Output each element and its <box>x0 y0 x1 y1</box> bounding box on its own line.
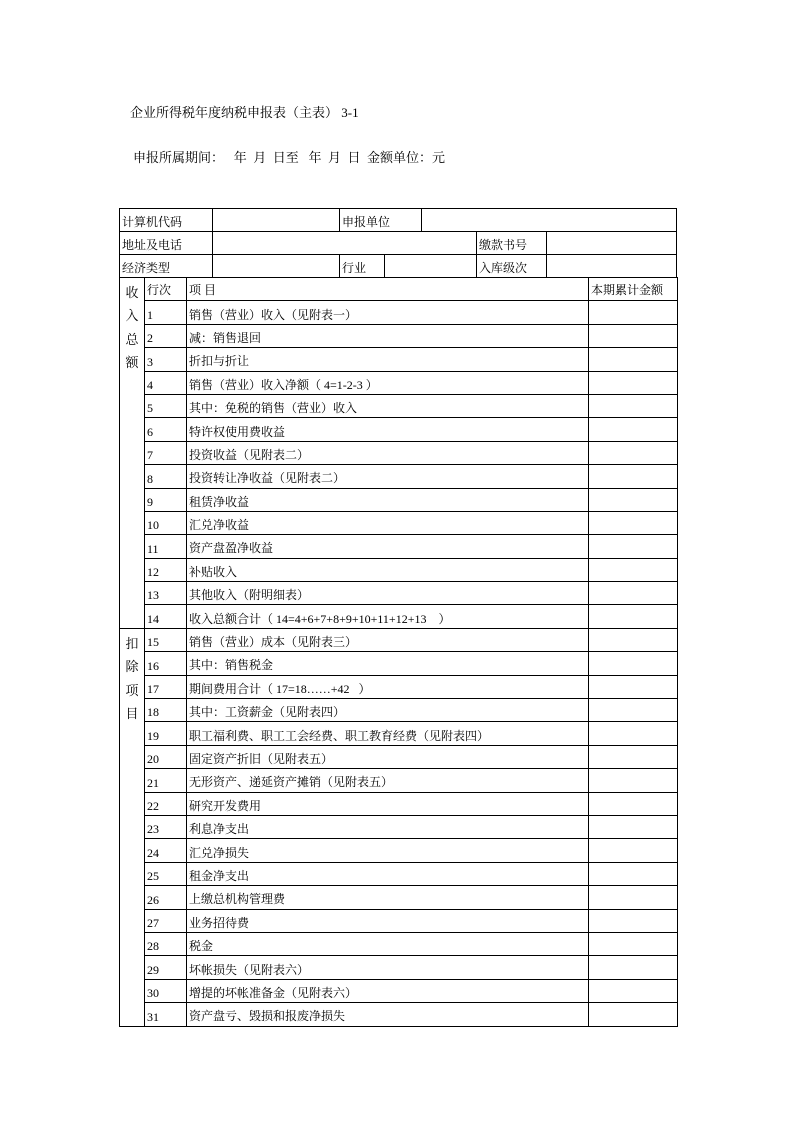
row-amount <box>589 371 678 394</box>
computer-code-label: 计算机代码 <box>120 209 213 232</box>
row-amount <box>589 1003 678 1026</box>
reporting-period-line: 申报所属期间： 年 月 日至 年 月 日 金额单位：元 <box>133 150 446 165</box>
row-item: 投资收益（见附表二） <box>187 441 589 464</box>
header-row <box>120 278 678 301</box>
row-item: 汇兑净收益 <box>187 511 589 534</box>
table-row <box>120 371 678 394</box>
table-row <box>120 699 678 722</box>
table-row <box>120 862 678 885</box>
row-amount <box>589 932 678 955</box>
row-number: 5 <box>145 394 187 417</box>
table-row <box>120 909 678 932</box>
row-amount <box>589 862 678 885</box>
row-item: 特许权使用费收益 <box>187 418 589 441</box>
row-number: 9 <box>145 488 187 511</box>
row-amount <box>589 394 678 417</box>
row-amount <box>589 628 678 651</box>
main-table-body <box>120 278 678 1027</box>
row-item: 上缴总机构管理费 <box>187 886 589 909</box>
row-number: 27 <box>145 909 187 932</box>
row-item: 销售（营业）成本（见附表三） <box>187 628 589 651</box>
table-row <box>120 932 678 955</box>
row-item: 销售（营业）收入（见附表一） <box>187 301 589 324</box>
row-item: 其他收入（附明细表） <box>187 582 589 605</box>
row-item: 租金净支出 <box>187 862 589 885</box>
row-amount <box>589 511 678 534</box>
row-number: 29 <box>145 956 187 979</box>
table-row <box>120 652 678 675</box>
row-item: 研究开发费用 <box>187 792 589 815</box>
table-row <box>120 979 678 1002</box>
industry-field <box>385 255 477 278</box>
row-number: 21 <box>145 769 187 792</box>
info-table <box>119 208 677 278</box>
row-number: 24 <box>145 839 187 862</box>
table-row <box>120 441 678 464</box>
row-number: 17 <box>145 675 187 698</box>
row-number: 15 <box>145 628 187 651</box>
row-number: 23 <box>145 815 187 838</box>
row-number: 6 <box>145 418 187 441</box>
row-item: 租赁净收益 <box>187 488 589 511</box>
payment-book-field <box>547 232 677 255</box>
row-item: 收入总额合计（ 14=4+6+7+8+9+10+11+12+13 ） <box>187 605 589 628</box>
row-number: 22 <box>145 792 187 815</box>
table-row <box>120 886 678 909</box>
section-label-text: 扣除项目 <box>125 635 139 722</box>
industry-label: 行业 <box>340 255 385 278</box>
treasury-level-field <box>547 255 677 278</box>
page-title: 企业所得税年度纳税申报表（主表） 3-1 <box>130 105 359 120</box>
row-number: 19 <box>145 722 187 745</box>
row-number: 14 <box>145 605 187 628</box>
table-row <box>120 722 678 745</box>
reporting-unit-field <box>422 209 677 232</box>
row-amount <box>589 535 678 558</box>
row-amount <box>589 348 678 371</box>
row-number: 28 <box>145 932 187 955</box>
row-number: 8 <box>145 465 187 488</box>
row-amount <box>589 769 678 792</box>
table-row <box>120 535 678 558</box>
row-amount <box>589 722 678 745</box>
table-row <box>120 815 678 838</box>
row-number: 10 <box>145 511 187 534</box>
row-item: 资产盘亏、毁损和报废净损失 <box>187 1003 589 1026</box>
row-amount <box>589 324 678 347</box>
row-number: 31 <box>145 1003 187 1026</box>
row-item: 其中：免税的销售（营业）收入 <box>187 394 589 417</box>
row-amount <box>589 441 678 464</box>
economic-type-field <box>213 255 340 278</box>
info-row <box>120 232 677 255</box>
row-amount <box>589 699 678 722</box>
row-number: 30 <box>145 979 187 1002</box>
table-row <box>120 348 678 371</box>
row-item: 减：销售退回 <box>187 324 589 347</box>
row-amount <box>589 488 678 511</box>
row-number: 11 <box>145 535 187 558</box>
row-item: 其中：销售税金 <box>187 652 589 675</box>
table-row <box>120 675 678 698</box>
table-row <box>120 324 678 347</box>
row-item: 税金 <box>187 932 589 955</box>
row-number: 12 <box>145 558 187 581</box>
row-amount <box>589 465 678 488</box>
row-item: 销售（营业）收入净额（ 4=1-2-3 ） <box>187 371 589 394</box>
reporting-unit-label: 申报单位 <box>340 209 422 232</box>
header-row-no: 行次 <box>145 278 187 301</box>
table-row <box>120 558 678 581</box>
treasury-level-label: 入库级次 <box>477 255 547 278</box>
row-number: 25 <box>145 862 187 885</box>
row-item: 期间费用合计（ 17=18……+42 ） <box>187 675 589 698</box>
row-amount <box>589 745 678 768</box>
section-label-text: 收入总额 <box>125 285 139 371</box>
row-amount <box>589 652 678 675</box>
row-amount <box>589 956 678 979</box>
row-amount <box>589 815 678 838</box>
row-item: 折扣与折让 <box>187 348 589 371</box>
income-section-label <box>120 278 145 629</box>
row-amount <box>589 675 678 698</box>
payment-book-label: 缴款书号 <box>477 232 547 255</box>
table-row <box>120 956 678 979</box>
row-item: 资产盘盈净收益 <box>187 535 589 558</box>
table-row <box>120 792 678 815</box>
table-row <box>120 839 678 862</box>
main-table <box>119 277 678 1027</box>
row-item: 坏帐损失（见附表六） <box>187 956 589 979</box>
row-amount <box>589 839 678 862</box>
table-row <box>120 582 678 605</box>
table-row <box>120 465 678 488</box>
header-amount: 本期累计金额 <box>589 278 678 301</box>
row-number: 16 <box>145 652 187 675</box>
row-amount <box>589 979 678 1002</box>
row-item: 补贴收入 <box>187 558 589 581</box>
row-amount <box>589 558 678 581</box>
row-number: 4 <box>145 371 187 394</box>
address-phone-field <box>213 232 477 255</box>
table-row <box>120 1003 678 1026</box>
table-row <box>120 769 678 792</box>
row-number: 1 <box>145 301 187 324</box>
table-row <box>120 745 678 768</box>
row-amount <box>589 792 678 815</box>
row-item: 其中：工资薪金（见附表四） <box>187 699 589 722</box>
row-number: 3 <box>145 348 187 371</box>
row-number: 2 <box>145 324 187 347</box>
row-item: 固定资产折旧（见附表五） <box>187 745 589 768</box>
row-amount <box>589 301 678 324</box>
row-amount <box>589 418 678 441</box>
info-row <box>120 255 677 278</box>
row-item: 增提的坏帐准备金（见附表六） <box>187 979 589 1002</box>
row-number: 18 <box>145 699 187 722</box>
row-amount <box>589 605 678 628</box>
table-row <box>120 511 678 534</box>
row-amount <box>589 582 678 605</box>
table-row <box>120 394 678 417</box>
row-number: 7 <box>145 441 187 464</box>
computer-code-field <box>213 209 340 232</box>
header-item: 项 目 <box>187 278 589 301</box>
table-row <box>120 605 678 628</box>
row-amount <box>589 886 678 909</box>
row-item: 业务招待费 <box>187 909 589 932</box>
row-item: 汇兑净损失 <box>187 839 589 862</box>
economic-type-label: 经济类型 <box>120 255 213 278</box>
table-row <box>120 628 678 651</box>
row-number: 13 <box>145 582 187 605</box>
row-number: 20 <box>145 745 187 768</box>
row-amount <box>589 909 678 932</box>
row-item: 职工福利费、职工工会经费、职工教育经费（见附表四） <box>187 722 589 745</box>
table-row <box>120 488 678 511</box>
row-item: 利息净支出 <box>187 815 589 838</box>
table-row <box>120 301 678 324</box>
table-row <box>120 418 678 441</box>
info-row <box>120 209 677 232</box>
address-phone-label: 地址及电话 <box>120 232 213 255</box>
deduction-section-label <box>120 628 145 1026</box>
row-item: 投资转让净收益（见附表二） <box>187 465 589 488</box>
row-item: 无形资产、递延资产摊销（见附表五） <box>187 769 589 792</box>
row-number: 26 <box>145 886 187 909</box>
